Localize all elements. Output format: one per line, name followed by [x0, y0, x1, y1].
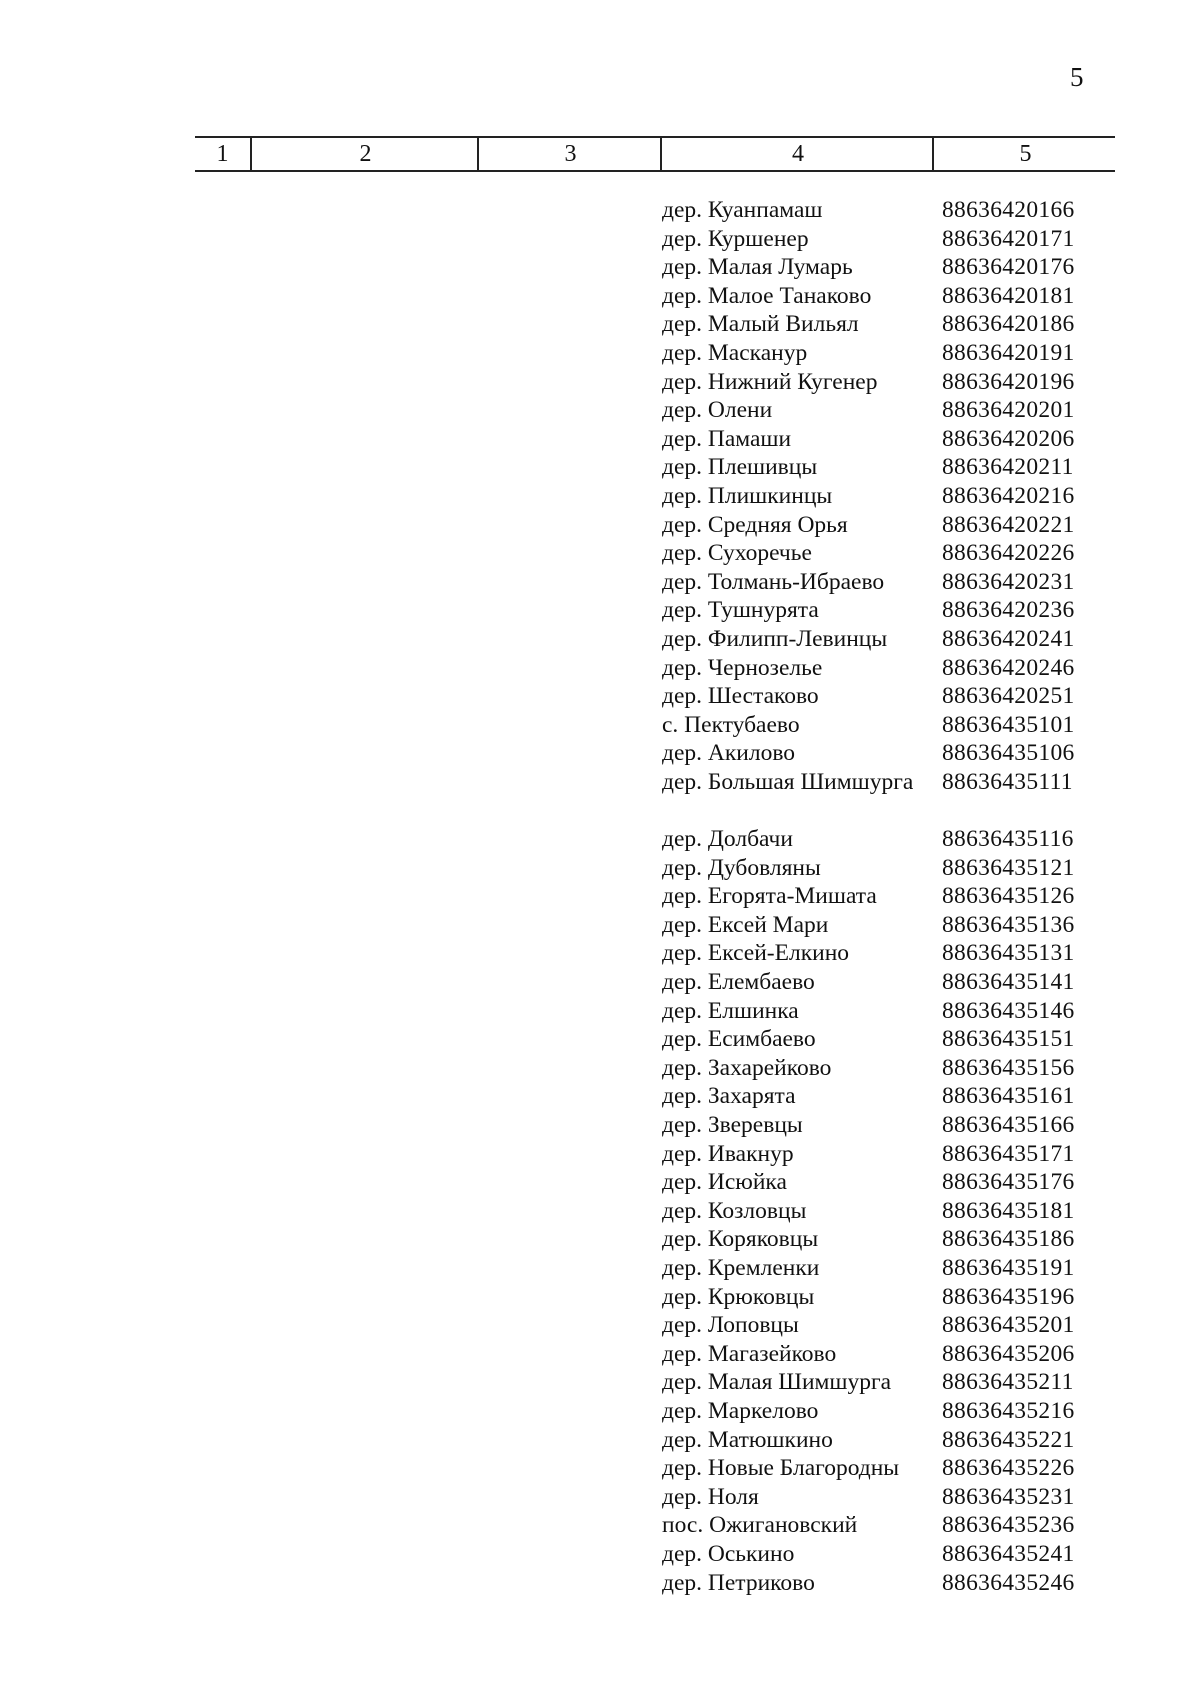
- phone-number: 88636435106: [942, 740, 1075, 767]
- settlement-name: дер. Елшинка: [662, 997, 799, 1024]
- phone-number: 88636420221: [942, 511, 1075, 538]
- settlement-name: дер. Егорята-Мишата: [662, 883, 877, 910]
- phone-number: 88636435186: [942, 1226, 1075, 1253]
- phone-number: 88636435191: [942, 1254, 1075, 1281]
- settlement-name: дер. Ексей-Елкино: [662, 940, 850, 967]
- settlement-name: дер. Тушнурята: [662, 597, 819, 624]
- phone-number: 88636420226: [942, 540, 1075, 567]
- table-row: [662, 1454, 1082, 1483]
- settlement-name: дер. Кремленки: [662, 1254, 820, 1281]
- column-header-5: 5: [932, 138, 1117, 170]
- table-row: [662, 1225, 1082, 1254]
- phone-number: 88636435176: [942, 1169, 1075, 1196]
- table-row: [662, 1340, 1082, 1369]
- settlement-name: дер. Зверевцы: [662, 1112, 803, 1138]
- settlement-name: дер. Дубовляны: [662, 854, 821, 881]
- table-row: [662, 396, 1082, 425]
- table-row: [662, 482, 1082, 511]
- phone-number: 88636420216: [942, 482, 1075, 509]
- settlement-name: дер. Толмань-Ибраево: [662, 568, 885, 595]
- column-header-4: 4: [660, 138, 934, 170]
- settlement-name: дер. Куанпамаш: [662, 197, 823, 223]
- phone-number: 88636435196: [942, 1283, 1075, 1310]
- table-row: [662, 368, 1082, 397]
- settlement-name: дер. Куршенер: [662, 225, 809, 252]
- table-row: [662, 711, 1082, 740]
- table-row: [662, 1082, 1082, 1111]
- phone-number: 88636435221: [942, 1426, 1075, 1453]
- table-row: [662, 1311, 1082, 1340]
- settlement-name: дер. Исюйка: [662, 1169, 787, 1196]
- settlement-name: дер. Малый Вильял: [662, 311, 859, 338]
- phone-number: 88636435116: [942, 826, 1074, 853]
- settlement-name: дер. Ноля: [662, 1483, 759, 1510]
- settlement-name: дер. Памаши: [662, 425, 792, 452]
- phone-number: 88636420241: [942, 625, 1075, 652]
- table-row: [662, 282, 1082, 311]
- table-row: [662, 825, 1082, 854]
- table-row: [662, 1483, 1082, 1512]
- phone-number: 88636435201: [942, 1312, 1075, 1339]
- settlement-name: дер. Большая Шимшурга: [662, 768, 914, 795]
- settlement-name: дер. Козловцы: [662, 1197, 807, 1224]
- phone-number: 88636435151: [942, 1026, 1075, 1053]
- phone-number: 88636420191: [942, 339, 1075, 366]
- table-row: [662, 1025, 1082, 1054]
- phone-number: 88636435166: [942, 1112, 1075, 1138]
- table-row: [662, 339, 1082, 368]
- table-row: [662, 1540, 1082, 1569]
- table-row: [662, 253, 1082, 282]
- table-row: [662, 1168, 1082, 1197]
- settlement-name: дер. Новые Благородны: [662, 1455, 900, 1482]
- page-number: 5: [1070, 62, 1084, 92]
- table-row: [662, 625, 1082, 654]
- settlement-list: [662, 196, 1082, 1597]
- phone-number: 88636435181: [942, 1197, 1075, 1224]
- table-row: [662, 196, 1082, 225]
- settlement-name: дер. Магазейково: [662, 1340, 837, 1367]
- table-row: [662, 310, 1082, 339]
- settlement-name: пос. Ожигановский: [662, 1512, 858, 1539]
- phone-number: 88636420206: [942, 425, 1075, 452]
- settlement-name: дер. Нижний Кугенер: [662, 368, 878, 395]
- column-header-2: 2: [250, 138, 479, 170]
- settlement-name: дер. Сухоречье: [662, 540, 812, 567]
- settlement-name: дер. Масканур: [662, 339, 808, 366]
- table-row: [662, 882, 1082, 911]
- phone-number: 88636435171: [942, 1140, 1075, 1167]
- settlement-name: дер. Малое Танаково: [662, 282, 872, 309]
- phone-number: 88636435111: [942, 768, 1073, 795]
- phone-number: 88636435231: [942, 1483, 1075, 1510]
- settlement-name: дер. Шестаково: [662, 683, 819, 710]
- table-row: [662, 225, 1082, 254]
- table-row: [662, 997, 1082, 1026]
- table-row: [662, 682, 1082, 711]
- phone-number: 88636435126: [942, 883, 1075, 910]
- settlement-name: дер. Ивакнур: [662, 1140, 794, 1167]
- settlement-name: дер. Лоповцы: [662, 1312, 799, 1339]
- settlement-name: дер. Захарята: [662, 1083, 796, 1110]
- phone-number: 88636435101: [942, 711, 1075, 738]
- phone-number: 88636435161: [942, 1083, 1075, 1110]
- settlement-name: дер. Захарейково: [662, 1054, 832, 1081]
- settlement-name: дер. Средняя Орья: [662, 511, 848, 538]
- table-row: [662, 1283, 1082, 1312]
- column-header-1: 1: [216, 141, 229, 167]
- table-row: [662, 568, 1082, 597]
- settlement-name: дер. Петриково: [662, 1569, 815, 1596]
- phone-number: 88636420171: [942, 225, 1075, 252]
- phone-number: 88636420186: [942, 311, 1075, 338]
- table-row: [662, 911, 1082, 940]
- phone-number: 88636435211: [942, 1369, 1074, 1396]
- settlement-name: дер. Маркелово: [662, 1397, 819, 1424]
- settlement-name: дер. Коряковцы: [662, 1226, 819, 1253]
- phone-number: 88636435241: [942, 1540, 1075, 1567]
- table-row: [662, 1368, 1082, 1397]
- phone-number: 88636420211: [942, 454, 1074, 481]
- settlement-name: дер. Плишкинцы: [662, 482, 833, 509]
- table-row: [662, 539, 1082, 568]
- settlement-name: дер. Ексей Мари: [662, 911, 829, 938]
- phone-number: 88636435246: [942, 1569, 1075, 1596]
- settlement-name: дер. Долбачи: [662, 826, 793, 853]
- column-header-3: 3: [477, 138, 662, 170]
- phone-number: 88636420166: [942, 197, 1075, 223]
- phone-number: 88636435146: [942, 997, 1075, 1024]
- table-row: [662, 739, 1082, 768]
- table-row: [662, 596, 1082, 625]
- table-row: [662, 511, 1082, 540]
- phone-number: 88636420251: [942, 683, 1075, 710]
- phone-number: 88636420181: [942, 282, 1075, 309]
- settlement-name: дер. Малая Шимшурга: [662, 1369, 892, 1396]
- table-row: [662, 1197, 1082, 1226]
- phone-number: 88636435121: [942, 854, 1075, 881]
- phone-number: 88636435216: [942, 1397, 1075, 1424]
- table-row: [662, 854, 1082, 883]
- settlement-name: дер. Оськино: [662, 1540, 795, 1567]
- settlement-name: дер. Акилово: [662, 740, 796, 767]
- phone-number: 88636420246: [942, 654, 1075, 681]
- table-row: [662, 1569, 1082, 1598]
- settlement-name: дер. Чернозелье: [662, 654, 823, 681]
- phone-number: 88636435131: [942, 940, 1075, 967]
- settlement-name: дер. Плешивцы: [662, 454, 818, 481]
- table-row: [662, 1511, 1082, 1540]
- table-row: [662, 1254, 1082, 1283]
- table-row: [662, 425, 1082, 454]
- settlement-name: дер. Филипп-Левинцы: [662, 625, 888, 652]
- phone-number: 88636435136: [942, 911, 1075, 938]
- table-row: [662, 1111, 1082, 1140]
- phone-number: 88636420176: [942, 254, 1075, 281]
- table-row: [662, 1054, 1082, 1083]
- phone-number: 88636435226: [942, 1455, 1075, 1482]
- table-row: [662, 968, 1082, 997]
- table-row: [662, 654, 1082, 683]
- settlement-name: дер. Олени: [662, 397, 773, 424]
- phone-number: 88636420231: [942, 568, 1075, 595]
- settlement-name: дер. Малая Лумарь: [662, 254, 853, 281]
- settlement-name: дер. Крюковцы: [662, 1283, 815, 1310]
- table-row: [662, 1397, 1082, 1426]
- settlement-name: дер. Елембаево: [662, 969, 815, 996]
- table-row: [662, 453, 1082, 482]
- table-row: [662, 1140, 1082, 1169]
- phone-number: 88636435206: [942, 1340, 1075, 1367]
- table-row: [662, 768, 1082, 825]
- settlement-name: дер. Матюшкино: [662, 1426, 833, 1453]
- table-row: [662, 1426, 1082, 1455]
- phone-number: 88636435141: [942, 969, 1075, 996]
- phone-number: 88636435156: [942, 1054, 1075, 1081]
- settlement-name: дер. Есимбаево: [662, 1026, 816, 1053]
- table-row: [662, 939, 1082, 968]
- phone-number: 88636435236: [942, 1512, 1075, 1539]
- phone-number: 88636420201: [942, 397, 1075, 424]
- settlement-name: с. Пектубаево: [662, 711, 800, 738]
- phone-number: 88636420196: [942, 368, 1075, 395]
- table-header: [195, 136, 1115, 172]
- phone-number: 88636420236: [942, 597, 1075, 624]
